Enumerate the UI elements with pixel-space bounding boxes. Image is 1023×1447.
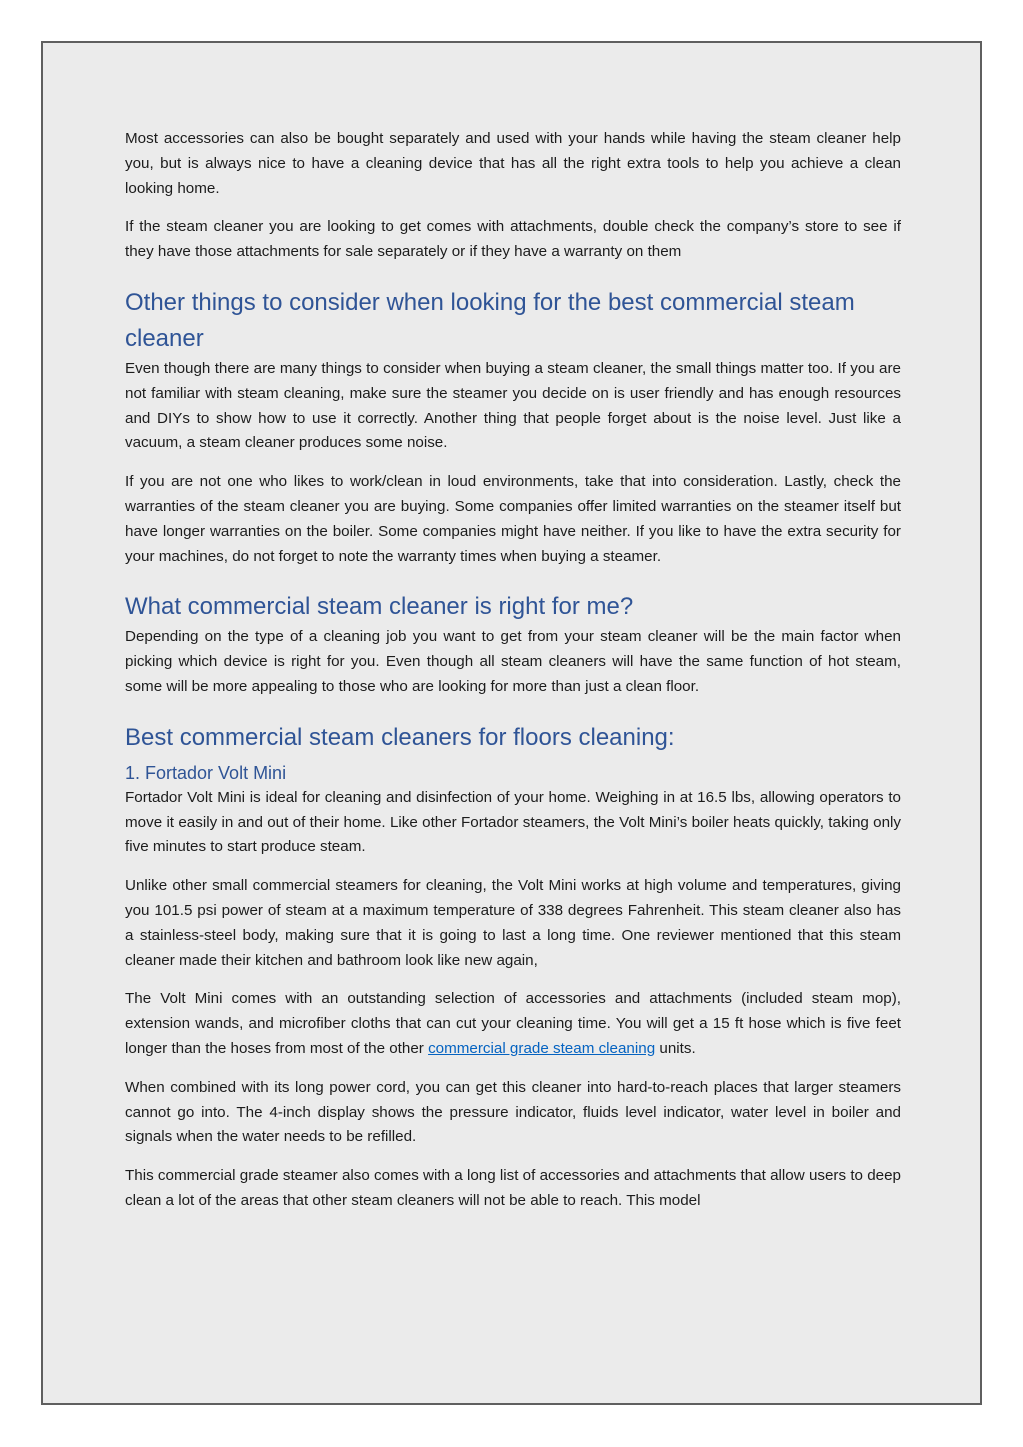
commercial-steam-cleaning-link[interactable]: commercial grade steam cleaning (428, 1039, 656, 1057)
intro-paragraph-2: If the steam cleaner you are looking to get comes with attachments, double check the company’s store to see if they have those attachments for sale separately or if they have a warranty on them (125, 218, 901, 261)
document-body (125, 127, 901, 1228)
which-cleaner-paragraph-1: Depending on the type of a cleaning job you want to get from your steam cleaner will be the main factor when picking which device is right for you. Even though all steam cleaners will have the same function of hot steam, some will be more appealing to those who are looking for more than just a clean floor. (125, 628, 901, 695)
volt-mini-paragraph-1: Fortador Volt Mini is ideal for cleaning and disinfection of your home. Weighing in at 16.5 lbs, allowing operators to move it easily in and out of their home. Like other Fortador steamers, the Volt Mini’s boiler heats quickly, taking only five minutes to start produce steam. (125, 788, 901, 856)
volt-mini-paragraph-4: When combined with its long power cord, you can get this cleaner into hard-to-reach places that larger steamers cannot go into. The 4-inch display shows the pressure indicator, fluids level indicator, water level in boiler and signals when the water needs to be refilled. (125, 1078, 901, 1146)
volt-mini-paragraph-2: Unlike other small commercial steamers for cleaning, the Volt Mini works at high volume and temperatures, giving you 101.5 psi power of steam at a maximum temperature of 338 degrees Fahrenheit. This steam cleaner also has a stainless-steel body, making sure that it is going to last a long time. One reviewer mentioned that this steam cleaner made their kitchen and bathroom look like new again, (125, 877, 901, 969)
volt-mini-paragraph-5: This commercial grade steamer also comes with a long list of accessories and attachments that allow users to deep clean a lot of the areas that other steam cleaners will not be able to reach. This model (125, 1167, 901, 1209)
document-page (41, 41, 982, 1405)
other-things-paragraph-2: If you are not one who likes to work/clean in loud environments, take that into consideration. Lastly, check the warranties of the steam cleaner you are buying. Some companies offer limited warranties on the steamer itself but have longer warranties on the boiler. Some companies might have neither. If you like to have the extra security for your machines, do not forget to note the warranty times when buying a steamer. (125, 473, 901, 565)
heading-other-things: Other things to consider when looking for the best commercial steam cleaner (125, 288, 855, 352)
heading-which-cleaner: What commercial steam cleaner is right for me? (125, 593, 634, 621)
subheading-fortador-volt-mini: 1. Fortador Volt Mini (125, 762, 287, 783)
intro-paragraph-1: Most accessories can also be bought separately and used with your hands while having the steam cleaner help you, but is always nice to have a cleaning device that has all the right extra tools to help you achieve a clean looking home. (125, 130, 901, 197)
volt-mini-paragraph-3-text: The Volt Mini comes with an outstanding selection of accessories and attachments (included steam mop), extension wands, and microfiber cloths that can cut your cleaning time. You will get a 15 ft hose which is five feet longer than the hoses from most of the other (125, 990, 901, 1057)
heading-best-cleaners: Best commercial steam cleaners for floors cleaning: (125, 723, 675, 751)
volt-mini-paragraph-3 (125, 987, 901, 1061)
other-things-paragraph-1: Even though there are many things to consider when buying a steam cleaner, the small things matter too. If you are not familiar with steam cleaning, make sure the steamer you decide on is user friendly and has enough resources and DIYs to show how to use it correctly. Another thing that people forget about is the noise level. Just like a vacuum, a steam cleaner produces some noise. (125, 359, 901, 452)
volt-mini-paragraph-3-tail: units. (655, 1039, 696, 1057)
